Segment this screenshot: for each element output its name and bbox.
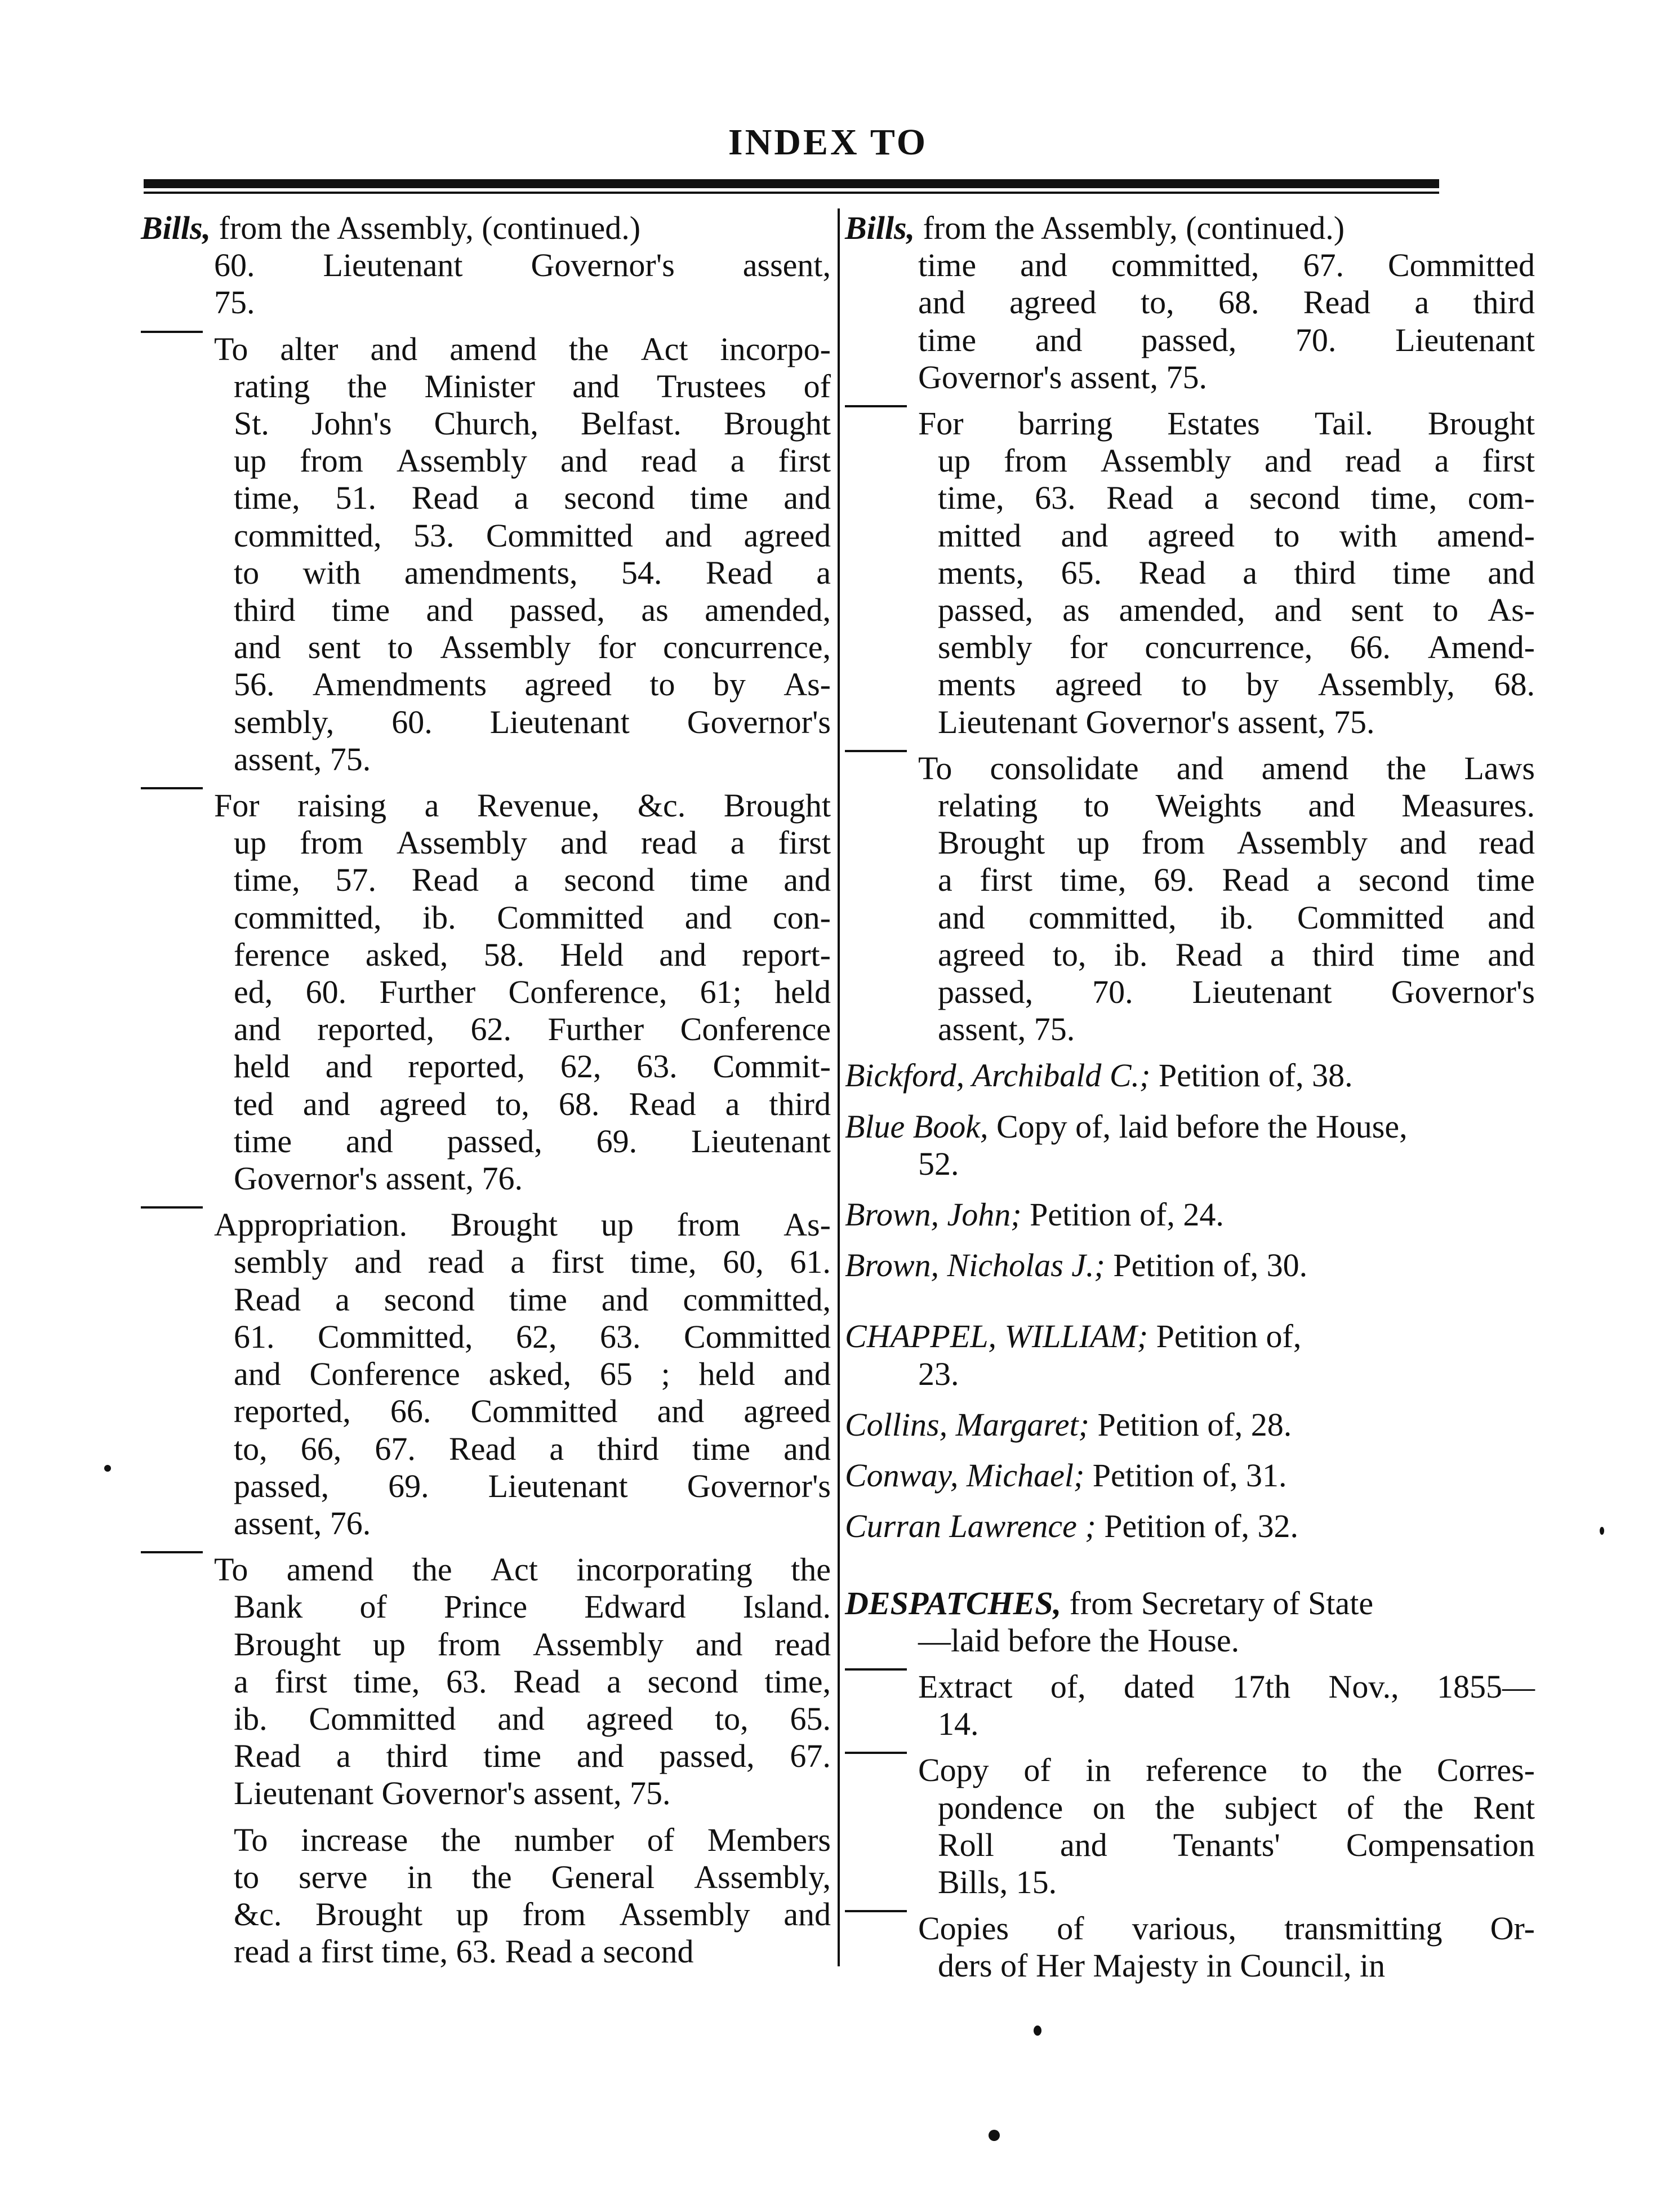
petition-entry [845,1318,1535,1392]
petition-text: Petition of, 30. [1105,1247,1308,1284]
index-line: ders of Her Majesty in Council, in [938,1947,1386,1984]
petition-text: Petition of, 24. [1021,1196,1224,1233]
index-line: agreed to, ib. Read a third time and [938,936,1535,973]
index-line: Bank of Prince Edward Island. [234,1588,831,1625]
sub-entry [845,1752,1535,1901]
person-name: Brown, John; [845,1196,1022,1233]
index-line: Lieutenant Governor's assent, 75. [938,703,1375,740]
index-line: assent, 75. [938,1011,1075,1048]
petition-line [845,1057,1535,1094]
petition-entry [845,1108,1535,1183]
index-line: ments agreed to by Assembly, 68. [938,666,1535,703]
index-line: To alter and amend the Act incorpo- [214,330,831,367]
petition-continued: 52. [918,1145,959,1182]
petition-entry [845,1247,1535,1284]
header-rule [144,179,1439,188]
index-line: To amend the Act incorporating the [214,1551,831,1588]
index-line: third time and passed, as amended, [234,592,831,629]
sub-entry [141,331,831,778]
index-line: 75. [214,284,255,321]
person-name: Bickford, Archibald C.; [845,1057,1151,1094]
sub-entry-first-line [141,331,831,368]
index-line: time, 51. Read a second time and [234,479,831,517]
continued-entry [845,247,1535,396]
dash-mark [845,405,907,407]
scan-speck [1600,1527,1604,1535]
petition-line [845,1406,1535,1443]
index-line: Governor's assent, 76. [234,1160,523,1197]
person-name: CHAPPEL, WILLIAM; [845,1318,1148,1355]
sub-entry-first-line [845,750,1535,787]
scan-speck [1034,2026,1041,2036]
index-line: to with amendments, 54. Read a [234,554,831,591]
dash-mark [141,1551,203,1553]
sub-entry [845,1668,1535,1743]
index-line: time and passed, 69. Lieutenant [234,1122,831,1160]
petition-line [845,1457,1535,1494]
despatches-heading [845,1585,1535,1622]
person-name: Blue Book, [845,1108,989,1145]
index-line: to, 66, 67. Read a third time and [234,1430,831,1467]
page-title: INDEX TO [728,122,928,163]
index-line: ments, 65. Read a third time and [938,554,1535,591]
index-line: assent, 76. [234,1504,371,1542]
person-name: Collins, Margaret; [845,1406,1089,1443]
petition-text: Petition of, 38. [1150,1057,1353,1094]
dash-mark [141,1206,203,1209]
entry-heading-text: from the Assembly, (continued.) [915,210,1345,246]
index-line: St. John's Church, Belfast. Brought [234,405,831,442]
index-line: ference asked, 58. Held and report- [234,936,831,973]
petition-text: Petition of, 32. [1096,1508,1299,1545]
petition-line [845,1508,1535,1545]
index-line: sembly, 60. Lieutenant Governor's [234,703,831,740]
petition-entry [845,1057,1535,1094]
person-name: Brown, Nicholas J.; [845,1247,1105,1284]
sub-entry-first-line [141,1206,831,1243]
index-line: Extract of, dated 17th Nov., 1855— [918,1668,1535,1705]
index-line: Brought up from Assembly and read [234,1625,831,1663]
despatches-entry [845,1585,1535,1659]
index-line: For raising a Revenue, &c. Brought [214,787,831,824]
index-line: rating the Minister and Trustees of [234,367,831,405]
index-line: held and reported, 62, 63. Commit- [234,1048,831,1085]
index-line: read a first time, 63. Read a second [234,1933,694,1970]
index-line: sembly for concurrence, 66. Amend- [938,629,1535,666]
dash-mark [141,787,203,789]
despatches-subline: —laid before the House. [918,1622,1240,1659]
index-line: Lieutenant Governor's assent, 75. [234,1775,671,1812]
index-line: passed, 70. Lieutenant Governor's [938,974,1535,1011]
petition-entry [845,1457,1535,1494]
index-line: pondence on the subject of the Rent [938,1789,1535,1826]
index-line: up from Assembly and read a first [938,442,1535,479]
sub-entry [141,1822,831,1971]
dash-mark [845,750,907,752]
sub-entry [141,1551,831,1812]
entry-heading-text: from the Assembly, (continued.) [211,210,641,246]
index-line: ib. Committed and agreed to, 65. [234,1700,831,1737]
index-line: Copies of various, transmitting Or- [918,1910,1535,1947]
sub-entry-first-line [845,1668,1535,1705]
petition-line [845,1196,1535,1233]
sub-entry-first-line [845,405,1535,442]
right-column [845,210,1535,1994]
person-name: Conway, Michael; [845,1457,1085,1494]
index-line: time and passed, 70. Lieutenant [918,321,1535,358]
index-line: ted and agreed to, 68. Read a third [234,1085,831,1122]
petition-continued: 23. [918,1355,959,1392]
petition-text: Petition of, [1148,1318,1302,1355]
entry-heading-term: Bills, [845,210,915,246]
dash-mark [845,1668,907,1671]
index-line: 56. Amendments agreed to by As- [234,666,831,703]
index-line: time, 57. Read a second time and [234,861,831,899]
entry-heading [141,210,831,247]
index-line: To increase the number of Members [234,1821,831,1858]
index-line: relating to Weights and Measures. [938,787,1535,824]
petition-line [845,1318,1535,1355]
index-line: and committed, ib. Committed and [938,899,1535,936]
index-line: time, 63. Read a second time, com- [938,479,1535,517]
dash-mark [845,1752,907,1754]
index-line: passed, 69. Lieutenant Governor's [234,1467,831,1504]
left-column [141,210,831,1979]
petition-text: Copy of, laid before the House, [988,1108,1408,1145]
index-line: mitted and agreed to with amend- [938,517,1535,554]
petition-line [845,1108,1535,1145]
index-line: sembly and read a first time, 60, 61. [234,1243,831,1281]
scan-speck [989,2130,1000,2141]
entry-heading [845,210,1535,247]
index-line: and Conference asked, 65 ; held and [234,1356,831,1393]
index-line: Read a third time and passed, 67. [234,1738,831,1775]
index-line: and reported, 62. Further Conference [234,1011,831,1048]
index-line: a first time, 69. Read a second time [938,861,1535,899]
index-line: ed, 60. Further Conference, 61; held [234,974,831,1011]
index-line: passed, as amended, and sent to As- [938,592,1535,629]
petition-group [845,1318,1535,1545]
index-line: assent, 75. [234,740,371,778]
sub-entry [141,787,831,1197]
index-line: 61. Committed, 62, 63. Committed [234,1318,831,1355]
petition-line [845,1247,1535,1284]
sub-entry [141,1206,831,1542]
continued-entry [141,247,831,321]
index-line: and agreed to, 68. Read a third [918,284,1535,321]
index-line: and sent to Assembly for concurrence, [234,629,831,666]
index-line: Bills, 15. [938,1863,1057,1900]
petition-text: Petition of, 28. [1089,1406,1292,1443]
petition-entry [845,1508,1535,1545]
index-line: For barring Estates Tail. Brought [918,405,1535,442]
index-line: time and committed, 67. Committed [918,247,1535,284]
dash-mark [845,1910,907,1912]
index-line: Read a second time and committed, [234,1281,831,1318]
scan-speck [104,1465,111,1472]
index-line: &c. Brought up from Assembly and [234,1895,831,1933]
petition-text: Petition of, 31. [1084,1457,1287,1494]
index-line: to serve in the General Assembly, [234,1858,831,1895]
sub-entry-first-line [141,1551,831,1588]
header-rule-thin [144,192,1439,194]
index-line: Copy of in reference to the Corres- [918,1752,1535,1789]
index-line: a first time, 63. Read a second time, [234,1663,831,1700]
index-line: reported, 66. Committed and agreed [234,1393,831,1430]
dash-mark [141,331,203,333]
sub-entry-first-line [141,787,831,824]
sub-entry-first-line [845,1752,1535,1789]
sub-entry [845,405,1535,741]
index-line: up from Assembly and read a first [234,442,831,479]
entry-heading-text: from Secretary of State [1061,1584,1374,1622]
index-line: 60. Lieutenant Governor's assent, [214,247,831,284]
index-line: committed, ib. Committed and con- [234,899,831,936]
index-line: 14. [938,1705,979,1743]
entry-heading-term: DESPATCHES, [845,1584,1062,1622]
index-line: Governor's assent, 75. [918,358,1208,396]
sub-entry-first-line [845,1910,1535,1947]
petition-group [845,1057,1535,1284]
index-line: To consolidate and amend the Laws [918,749,1535,787]
index-line: committed, 53. Committed and agreed [234,517,831,554]
petition-entry [845,1406,1535,1443]
person-name: Curran Lawrence ; [845,1508,1096,1545]
entry-heading-term: Bills, [141,210,211,246]
sub-entry [845,1910,1535,1984]
column-divider [838,208,840,1966]
index-line: Appropriation. Brought up from As- [214,1206,831,1243]
index-line: Brought up from Assembly and read [938,824,1535,861]
petition-entry [845,1196,1535,1233]
sub-entry [845,750,1535,1049]
index-line: up from Assembly and read a first [234,824,831,861]
index-line: Roll and Tenants' Compensation [938,1826,1535,1863]
